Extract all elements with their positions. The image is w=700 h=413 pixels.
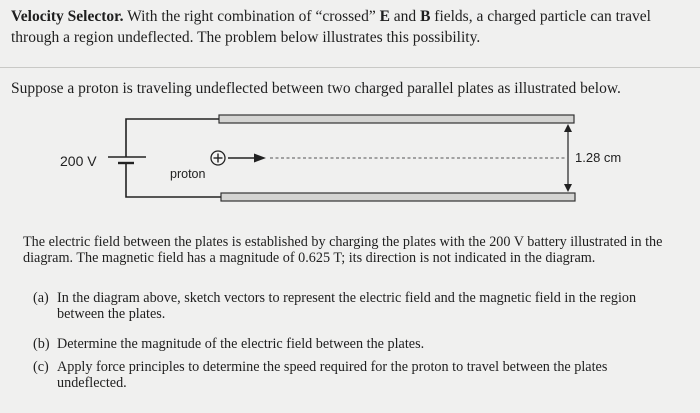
section-title: Velocity Selector.: [11, 8, 124, 25]
proton-label: proton: [170, 167, 206, 181]
part-b-text: Determine the magnitude of the electric field between the plates.: [57, 336, 425, 352]
separation-arrow-top: [564, 124, 572, 132]
symbol-E: E: [379, 8, 390, 25]
question-part-c: [33, 360, 683, 391]
problem-statement: Suppose a proton is traveling undeflected between two charged parallel plates as illustrated below.: [11, 80, 621, 97]
field-description: The electric field between the plates is established by charging the plates with the 200 V battery illustrated in the diagram. The magnetic field has a magnitude of 0.625 T; its direction is not indicated in the diagram.: [23, 234, 663, 266]
battery-voltage-label: 200 V: [60, 153, 97, 169]
intro-paragraph: [11, 6, 681, 48]
part-a-text: In the diagram above, sketch vectors to represent the electric field and the magnetic field in the region between the plates.: [57, 290, 637, 322]
question-part-b: [33, 337, 673, 353]
symbol-B: B: [420, 8, 431, 25]
wire-top: [126, 119, 219, 157]
question-part-a: [33, 291, 673, 322]
velocity-arrow-head: [254, 154, 266, 163]
part-a-label: (a): [33, 290, 49, 306]
bottom-plate: [221, 193, 575, 201]
part-c-label: (c): [33, 359, 49, 375]
top-plate: [219, 115, 574, 123]
divider: [0, 67, 700, 68]
intro-text-3: fields, a charged particle can travel through a region undeflected. The problem below illustrates this possibility.: [11, 8, 651, 46]
intro-text-2: and: [389, 8, 421, 25]
part-b-label: (b): [33, 336, 50, 352]
intro-text-1: With the right combination of “crossed”: [123, 8, 380, 25]
part-c-text: Apply force principles to determine the speed required for the proton to travel between the plates undeflected.: [57, 359, 608, 391]
separation-arrow-bottom: [564, 184, 572, 192]
plate-separation-label: 1.28 cm: [575, 150, 622, 165]
